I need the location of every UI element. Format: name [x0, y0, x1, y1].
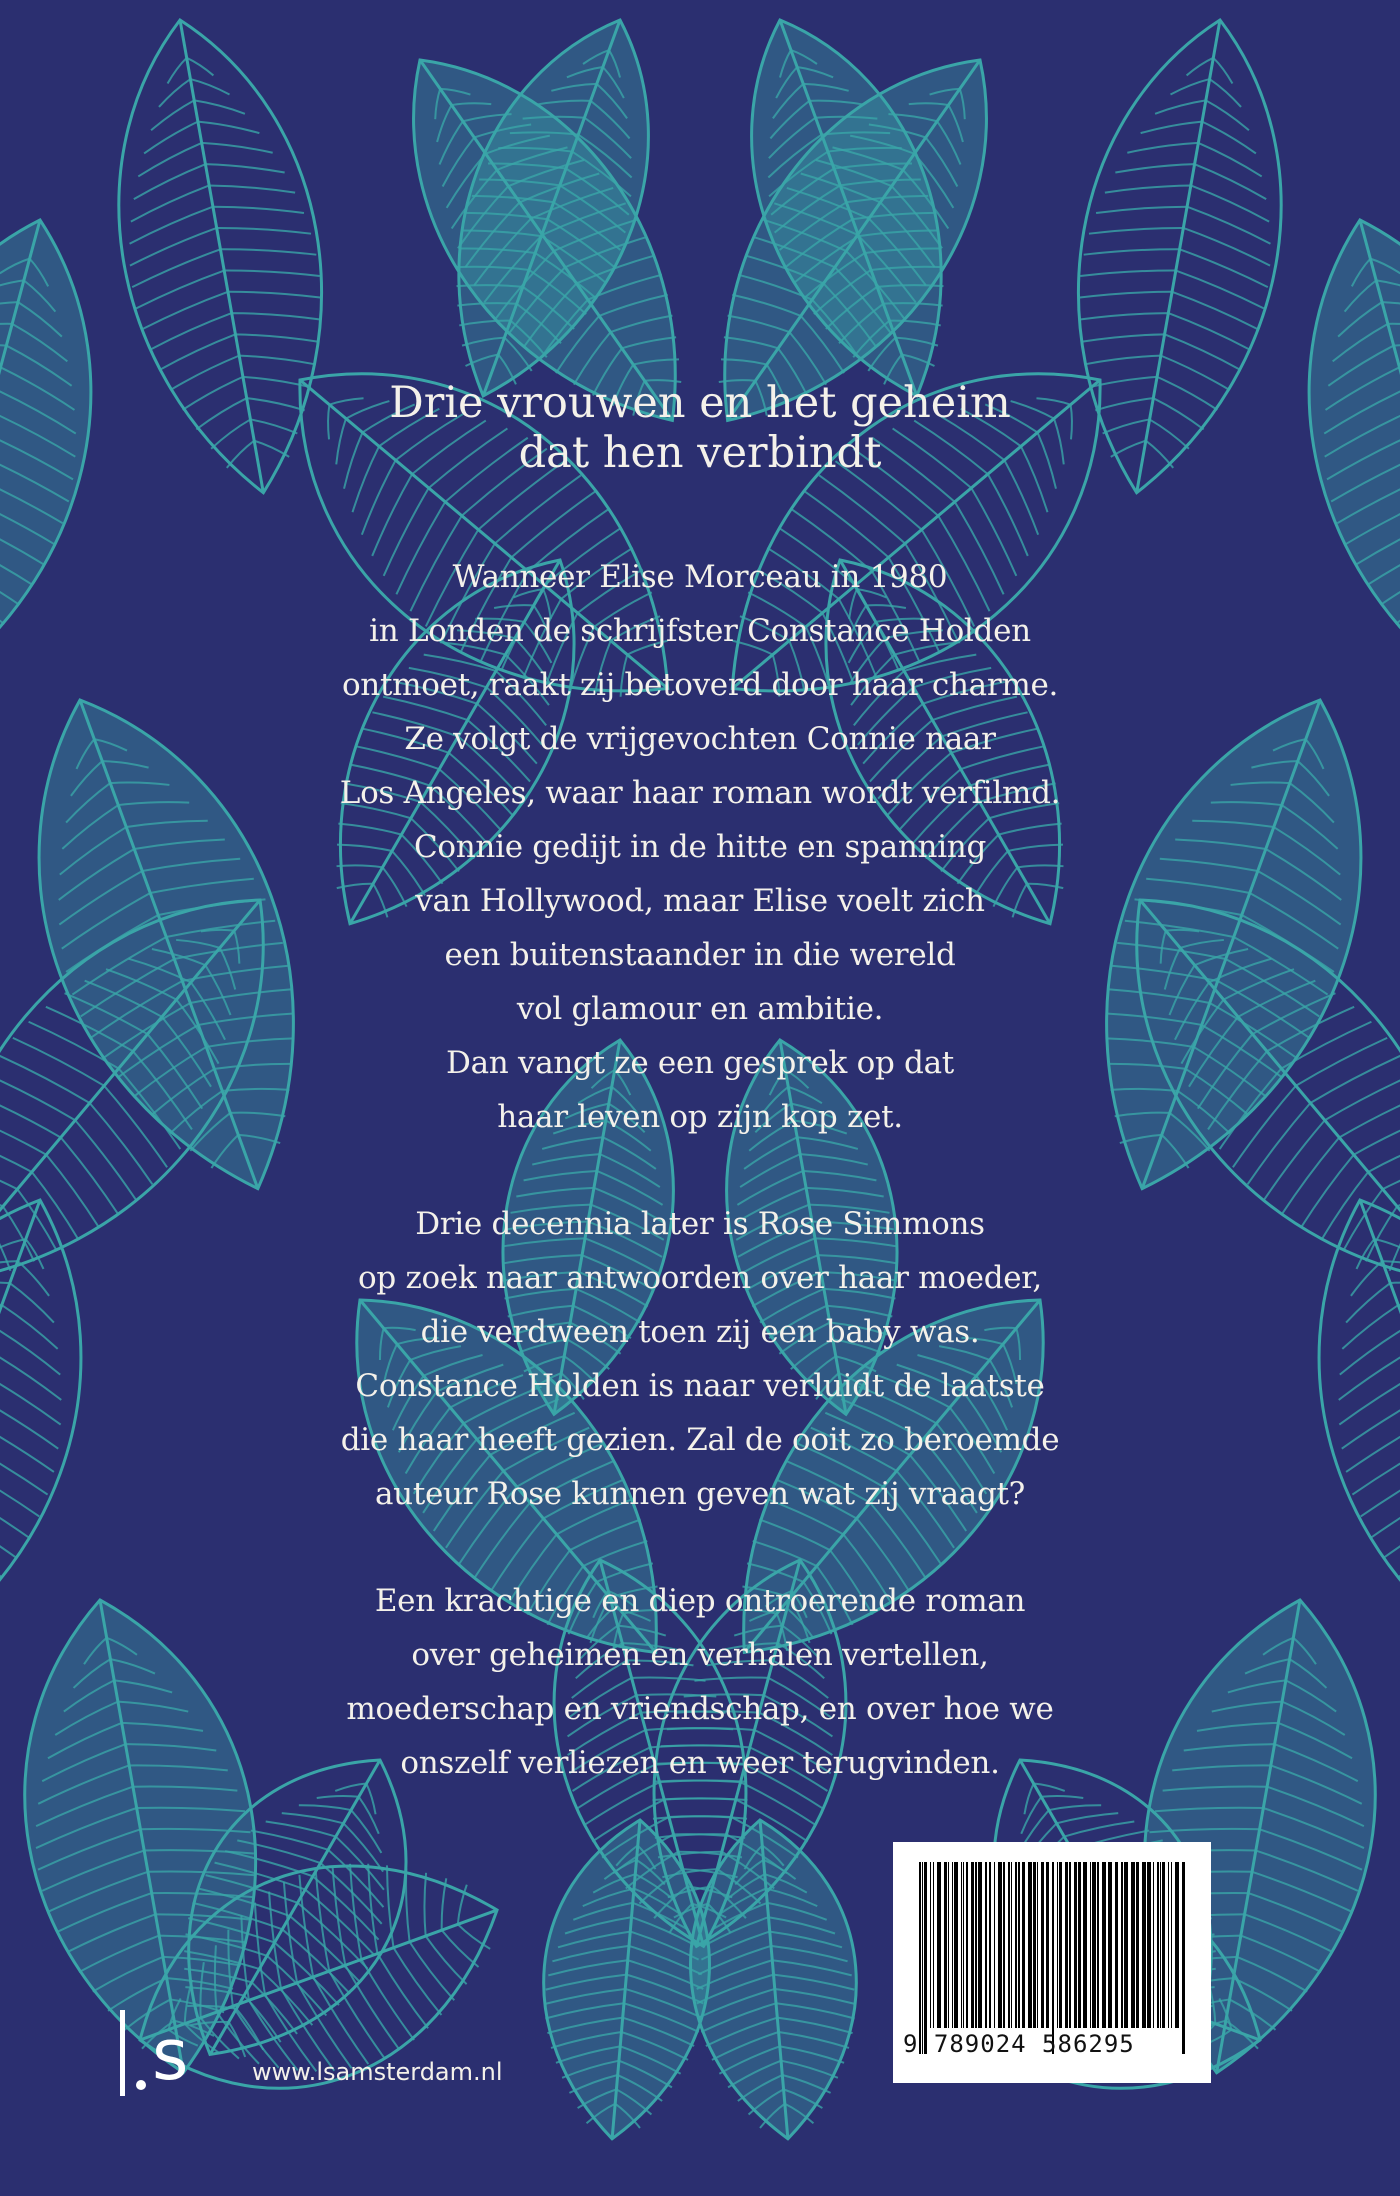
barcode-bar [1022, 1862, 1025, 2028]
blurb-line: moederschap en vriendschap, en over hoe we [346, 1691, 1054, 1727]
barcode-bar [1037, 1862, 1038, 2028]
logo-letter: s [152, 2014, 189, 2096]
barcode-bar [924, 1862, 927, 2054]
barcode-bar [944, 1862, 947, 2028]
barcode-bar [978, 1862, 982, 2028]
blurb-paragraph-1 [0, 550, 1400, 1144]
barcode-bar [1018, 1862, 1020, 2028]
blurb-line: die verdween toen zij een baby was. [420, 1314, 980, 1350]
barcode-bar [1175, 1862, 1179, 2028]
barcode-bar [966, 1862, 968, 2028]
barcode-bar [1074, 1862, 1077, 2028]
barcode-bar [1090, 1862, 1091, 2028]
barcode-bar [1015, 1862, 1017, 2028]
blurb-line: Een krachtige en diep ontroerende roman [374, 1583, 1026, 1619]
barcode-bar [975, 1862, 977, 2028]
blurb-line: die haar heeft gezien. Zal de ooit zo beroemde [340, 1422, 1060, 1458]
publisher-logo [116, 2010, 236, 2100]
blurb-line: auteur Rose kunnen geven wat zij vraagt? [375, 1476, 1025, 1512]
barcode-bars [915, 1862, 1191, 2054]
publisher-url: www.lsamsterdam.nl [252, 2058, 503, 2086]
barcode-bar [989, 1862, 991, 2028]
barcode-bar [1092, 1862, 1096, 2028]
barcode-bar [919, 1862, 921, 2054]
barcode-bar [1131, 1862, 1135, 2028]
barcode-bar [1136, 1862, 1139, 2028]
logo-bar [120, 2010, 125, 2096]
barcode-bar [1069, 1862, 1071, 2028]
blurb-line: in Londen de schrijfster Constance Holden [369, 613, 1031, 649]
blurb-line: onszelf verliezen en weer terugvinden. [400, 1745, 1000, 1781]
barcode-bar [1153, 1862, 1154, 2028]
barcode-bar [1160, 1862, 1161, 2028]
barcode-bar [994, 1862, 995, 2028]
barcode-bar [1115, 1862, 1118, 2028]
barcode-bar [1052, 1862, 1054, 2054]
blurb-line: van Hollywood, maar Elise voelt zich [415, 883, 985, 919]
blurb-line: Constance Holden is naar verluidt de laatste [355, 1368, 1045, 1404]
heading-line: dat hen verbindt [518, 428, 882, 478]
blurb-line: Ze volgt de vrijgevochten Connie naar [404, 721, 996, 757]
tagline-heading [0, 378, 1400, 478]
barcode-bar [1171, 1862, 1172, 2028]
blurb-line: Connie gedijt in de hitte en spanning [413, 829, 987, 865]
barcode-bar [1083, 1862, 1087, 2028]
barcode-bar [1078, 1862, 1081, 2028]
barcode-bar [948, 1862, 949, 2028]
barcode-bar [937, 1862, 941, 2028]
barcode-bar [1057, 1862, 1058, 2028]
blurb-line: Dan vangt ze een gesprek op dat [446, 1045, 954, 1081]
barcode-bar [1124, 1862, 1128, 2028]
barcode-bar [963, 1862, 964, 2028]
barcode-bar [1059, 1862, 1062, 2028]
barcode-bar [1003, 1862, 1005, 2028]
barcode-bar [1011, 1862, 1012, 2028]
barcode-bar [1102, 1862, 1106, 2028]
blurb-line: een buitenstaander in die wereld [444, 937, 956, 973]
blurb-line: haar leven op zijn kop zet. [497, 1099, 903, 1135]
barcode-bar [933, 1862, 934, 2028]
barcode-bar [1157, 1862, 1159, 2028]
blurb-line: Wanneer Elise Morceau in 1980 [452, 559, 948, 595]
barcode-bar [954, 1862, 958, 2028]
barcode-bar [1041, 1862, 1044, 2028]
barcode-bar [1065, 1862, 1068, 2028]
barcode-bar [1147, 1862, 1151, 2028]
blurb-line: op zoek naar antwoorden over haar moeder, [358, 1260, 1042, 1296]
barcode-bar [971, 1862, 974, 2028]
isbn-number: 9 789024 586295 [903, 2030, 1135, 2058]
blurb-line: ontmoet, raakt zij betoverd door haar charme. [341, 667, 1059, 703]
blurb-line: over geheimen en verhalen vertellen, [411, 1637, 989, 1673]
blurb-paragraph-2 [0, 1197, 1400, 1521]
barcode-bar [1142, 1862, 1146, 2028]
isbn-barcode [893, 1842, 1211, 2083]
blurb-paragraph-3 [0, 1574, 1400, 1790]
barcode-bar [1033, 1862, 1036, 2028]
barcode-bar [998, 1862, 1002, 2028]
barcode-bar [930, 1862, 931, 2028]
barcode-bar [1182, 1862, 1185, 2054]
barcode-bar [1046, 1862, 1049, 2028]
barcode-bar [1097, 1862, 1099, 2028]
barcode-bar [985, 1862, 987, 2028]
leaf-shape [678, 1813, 870, 2146]
barcode-bar [1168, 1862, 1169, 2028]
barcode-bar [961, 1862, 962, 2028]
blurb-line: Los Angeles, waar haar roman wordt verfilmd. [339, 775, 1061, 811]
barcode-bar [1108, 1862, 1112, 2028]
barcode-bar [922, 1862, 923, 2054]
barcode-bar [1121, 1862, 1123, 2028]
logo-dot [136, 2080, 146, 2090]
heading-line: Drie vrouwen en het geheim [389, 378, 1011, 428]
blurb-line: Drie decennia later is Rose Simmons [415, 1206, 985, 1242]
barcode-bar [952, 1862, 953, 2028]
barcode-bar [1162, 1862, 1165, 2028]
barcode-bar [1008, 1862, 1010, 2028]
blurb-line: vol glamour en ambitie. [516, 991, 884, 1027]
barcode-bar [1028, 1862, 1032, 2028]
